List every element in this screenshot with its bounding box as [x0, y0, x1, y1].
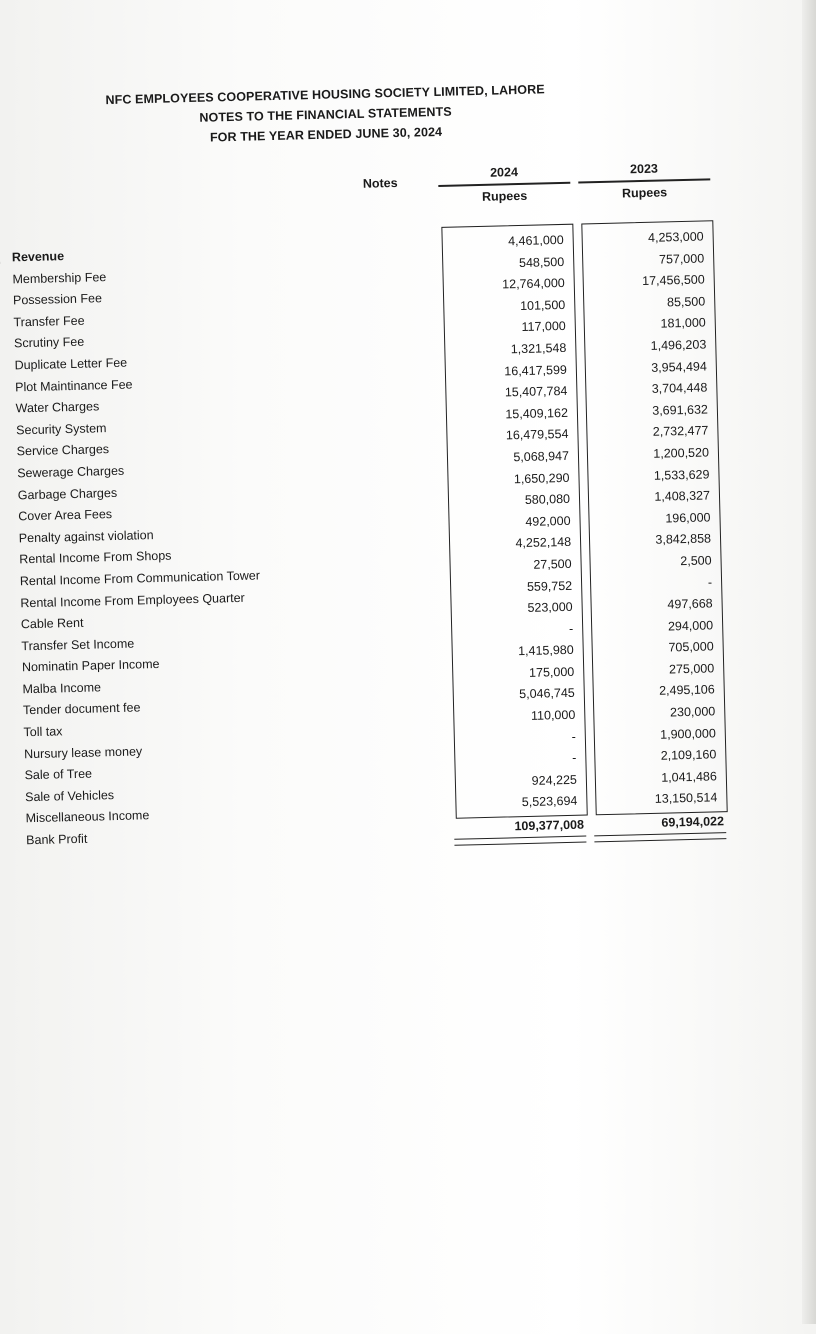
unit-2024-header: Rupees: [438, 188, 570, 205]
total-2024: 109,377,008: [454, 818, 584, 835]
line-item-value: 5,068,947: [451, 446, 569, 470]
line-item-value: 2,495,106: [597, 680, 715, 704]
line-item-value: 497,668: [594, 593, 712, 617]
line-item-label: Rental Income From Communication Tower: [20, 565, 261, 592]
line-item-value: 705,000: [595, 637, 713, 661]
line-item-value: 4,252,148: [453, 532, 571, 556]
line-item-value: 757,000: [586, 248, 704, 272]
unit-2023-header: Rupees: [578, 184, 710, 201]
line-item-value: 1,533,629: [591, 464, 709, 488]
header-rule-2023: [578, 178, 710, 183]
line-item-value: 580,080: [452, 489, 570, 513]
line-item-label: Nursury lease money: [24, 738, 265, 765]
line-item-value: 16,417,599: [449, 359, 567, 383]
line-item-value: 1,408,327: [592, 486, 710, 510]
line-item-value: 559,752: [454, 575, 572, 599]
line-item-label: Penalty against violation: [19, 522, 260, 549]
line-item-value: 27,500: [453, 554, 571, 578]
line-item-value: 15,407,784: [449, 381, 567, 405]
line-item-value: 3,691,632: [590, 399, 708, 423]
line-item-label: Water Charges: [15, 393, 256, 420]
line-item-label: Sewerage Charges: [17, 457, 258, 484]
line-item-value: 1,900,000: [598, 723, 716, 747]
line-item-value: 3,842,858: [593, 529, 711, 553]
year-2024-header: 2024: [438, 164, 570, 181]
line-item-value: 2,109,160: [598, 745, 716, 769]
reporting-period: FOR THE YEAR ENDED JUNE 30, 2024: [91, 122, 561, 147]
line-item-value: 85,500: [587, 291, 705, 315]
line-item-label: Transfer Set Income: [21, 630, 262, 657]
line-item-value: 275,000: [596, 658, 714, 682]
line-item-label: Cable Rent: [21, 609, 262, 636]
line-item-value: 16,479,554: [450, 424, 568, 448]
line-item-value: 1,650,290: [451, 467, 569, 491]
line-item-value: 548,500: [446, 252, 564, 276]
society-name: NFC EMPLOYEES COOPERATIVE HOUSING SOCIETY LIMITED, LAHORE: [90, 82, 560, 107]
line-item-label: Malba Income: [22, 673, 263, 700]
line-item-value: 523,000: [454, 597, 572, 621]
line-item-value: 181,000: [588, 313, 706, 337]
line-item-label: Tender document fee: [23, 695, 264, 722]
header-rule-2024: [438, 182, 570, 187]
line-item-label: Rental Income From Employees Quarter: [20, 587, 261, 614]
revenue-labels: [12, 242, 267, 852]
line-item-label: Cover Area Fees: [18, 501, 259, 528]
notes-column-header: Notes: [350, 176, 410, 191]
line-item-label: Toll tax: [23, 716, 264, 743]
line-item-label: Rental Income From Shops: [19, 544, 260, 571]
section-title-revenue: Revenue: [12, 242, 253, 269]
line-item-value: 230,000: [597, 701, 715, 725]
line-item-label: Sale of Tree: [24, 760, 265, 787]
line-item-label: Sale of Vehicles: [25, 781, 266, 808]
line-item-value: 101,500: [447, 295, 565, 319]
line-item-label: Transfer Fee: [13, 306, 254, 333]
line-item-value: 110,000: [457, 705, 575, 729]
line-item-value: 196,000: [592, 507, 710, 531]
line-item-label: Scrutiny Fee: [14, 328, 255, 355]
document-subtitle: NOTES TO THE FINANCIAL STATEMENTS: [90, 102, 560, 127]
line-item-label: Service Charges: [16, 436, 257, 463]
line-item-value: 5,046,745: [457, 683, 575, 707]
line-item-label: Security System: [16, 414, 257, 441]
total-2023: 69,194,022: [594, 814, 724, 831]
line-item-value: 117,000: [448, 316, 566, 340]
line-item-value: 1,041,486: [599, 766, 717, 790]
line-item-value: -: [455, 618, 573, 642]
double-underline-2023: [594, 832, 726, 842]
line-item-value: -: [458, 726, 576, 750]
line-item-value: 15,409,162: [450, 403, 568, 427]
line-item-label: Possession Fee: [13, 285, 254, 312]
line-item-value: 1,496,203: [588, 334, 706, 358]
line-item-value: 1,415,980: [456, 640, 574, 664]
line-item-label: Membership Fee: [12, 263, 253, 290]
line-item-value: 17,456,500: [586, 270, 704, 294]
line-item-value: 4,253,000: [585, 227, 703, 251]
line-item-label: Miscellaneous Income: [25, 803, 266, 830]
line-item-value: 294,000: [595, 615, 713, 639]
line-item-value: 5,523,694: [459, 791, 577, 815]
line-item-value: 924,225: [459, 770, 577, 794]
line-item-value: 492,000: [452, 511, 570, 535]
double-underline-2024: [454, 836, 586, 846]
line-item-label: Garbage Charges: [18, 479, 259, 506]
line-item-value: -: [594, 572, 712, 596]
line-item-value: 1,321,548: [448, 338, 566, 362]
values-column-2024: [445, 230, 577, 816]
line-item-value: 12,764,000: [447, 273, 565, 297]
line-item-value: 175,000: [456, 662, 574, 686]
line-item-value: 3,954,494: [589, 356, 707, 380]
line-item-label: Plot Maintinance Fee: [15, 371, 256, 398]
line-item-label: Nominatin Paper Income: [22, 652, 263, 679]
line-item-value: 4,461,000: [445, 230, 563, 254]
line-item-value: -: [458, 748, 576, 772]
year-2023-header: 2023: [578, 160, 710, 177]
line-item-label: Bank Profit: [26, 824, 267, 851]
line-item-value: 2,732,477: [590, 421, 708, 445]
values-column-2023: [585, 227, 717, 813]
line-item-value: 13,150,514: [599, 788, 717, 812]
line-item-value: 1,200,520: [591, 442, 709, 466]
line-item-value: 3,704,448: [589, 378, 707, 402]
line-item-label: Duplicate Letter Fee: [14, 349, 255, 376]
line-item-value: 2,500: [593, 550, 711, 574]
